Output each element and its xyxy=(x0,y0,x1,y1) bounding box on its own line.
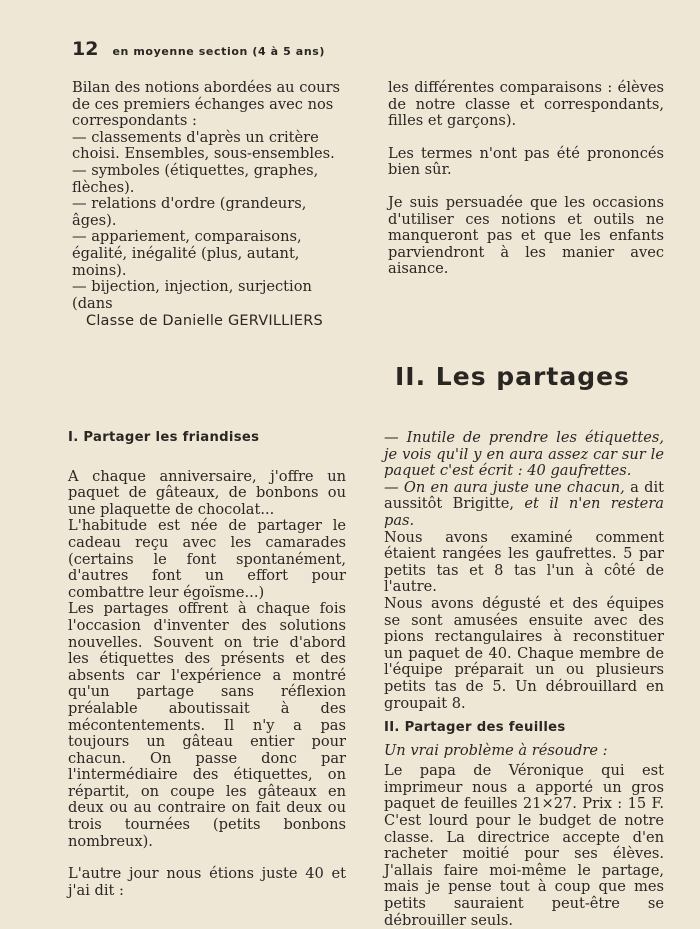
section1-paragraph: L'habitude est née de partager le cadeau reçu avec les camarades (certains le font spontanément, d'autres font un effort pour combattre leur égoïsme...) xyxy=(68,517,346,601)
intro-paragraph: les différentes comparaisons : élèves de notre classe et correspondants, filles et garçons). xyxy=(388,79,664,130)
intro-list-item: — relations d'ordre (grandeurs, âges). xyxy=(72,195,307,229)
section1-continued-column xyxy=(384,430,664,929)
intro-list-item: — appariement, comparaisons, égalité, inégalité (plus, autant, moins). xyxy=(72,228,302,279)
intro-list-item: — symboles (étiquettes, graphes, flèches). xyxy=(72,161,319,196)
body-paragraph: Nous avons dégusté et des équipes se sont amusées ensuite avec des pions rectangulaires à reconstituer un paquet de 40. Chaque membre de l'équipe préparait un ou plusieurs petits tas de 5. Un débrouillard en groupait 8. xyxy=(384,594,664,712)
intro-list-item: — bijection, injection, surjection (dans xyxy=(72,278,312,312)
quote-paragraph: — Inutile de prendre les étiquettes, je vois qu'il y en aura assez car sur le paquet c'est écrit : 40 gaufrettes. xyxy=(384,429,664,480)
intro-right-column xyxy=(388,80,664,278)
intro-left-column xyxy=(72,80,348,312)
section2-paragraph: Le papa de Véronique qui est imprimeur nous a apporté un gros paquet de feuilles 21×27. Prix : 15 F. C'est lourd pour le budget de notre classe. La directrice accepte d'en racheter moitié pour ses élèves. J'allais faire moi-même le partage, mais je pense tout à coup que mes petits sauraient peut-être se débrouiller seuls. xyxy=(384,762,664,929)
quote-attribution: a dit aussitôt Brigitte, xyxy=(384,478,664,513)
page-header xyxy=(72,38,325,60)
quote-paragraph xyxy=(384,480,664,530)
section2-heading: II. Partager des feuilles xyxy=(384,720,566,736)
running-title: en moyenne section (4 à 5 ans) xyxy=(112,45,326,58)
intro-paragraph: Bilan des notions abordées au cours de ces premiers échanges avec nos correspondants : xyxy=(72,79,341,130)
section1-paragraph: A chaque anniversaire, j'offre un paquet de gâteaux, de bonbons ou une plaquette de chocolat... xyxy=(68,467,346,518)
section1-paragraph: L'autre jour nous étions juste 40 et j'ai dit : xyxy=(68,865,346,899)
intro-paragraph: Les termes n'ont pas été prononcés bien sûr. xyxy=(388,144,664,179)
quote-text: — On en aura juste une chacun, xyxy=(384,478,625,496)
section1-paragraph: Les partages offrent à chaque fois l'occasion d'inventer des solutions nouvelles. Souvent on trie d'abord les étiquettes des présents et des absents car l'expérience a montré qu'un partage sans réflexion préalable aboutissait à des mécontentements. Il n'y a pas toujours un gâteau entier pour chacun. On passe donc par l'intermédiaire des étiquettes, on répartit, on coupe les gâteaux en deux ou au contraire on fait deux ou trois tournées (petits bonbons nombreux). xyxy=(68,600,346,850)
section1-heading: I. Partager les friandises xyxy=(68,430,260,445)
intro-list-item: — classements d'après un critère choisi. Ensembles, sous-ensembles. xyxy=(72,128,335,163)
body-paragraph: Nous avons examiné comment étaient rangées les gaufrettes. 5 par petits tas et 8 tas l'un à côté de l'autre. xyxy=(384,528,664,596)
section2-subtitle: Un vrai problème à résoudre : xyxy=(384,741,608,759)
class-signature: Classe de Danielle GERVILLIERS xyxy=(86,313,323,329)
intro-paragraph: Je suis persuadée que les occasions d'utiliser ces notions et outils ne manqueront pas et que les enfants parviendront à les manier avec aisance. xyxy=(388,193,664,278)
section1-column xyxy=(68,430,346,899)
part-title: II. Les partages xyxy=(395,362,630,391)
quote-text: et il n'en restera pas. xyxy=(384,495,664,529)
page-number: 12 xyxy=(72,38,99,60)
